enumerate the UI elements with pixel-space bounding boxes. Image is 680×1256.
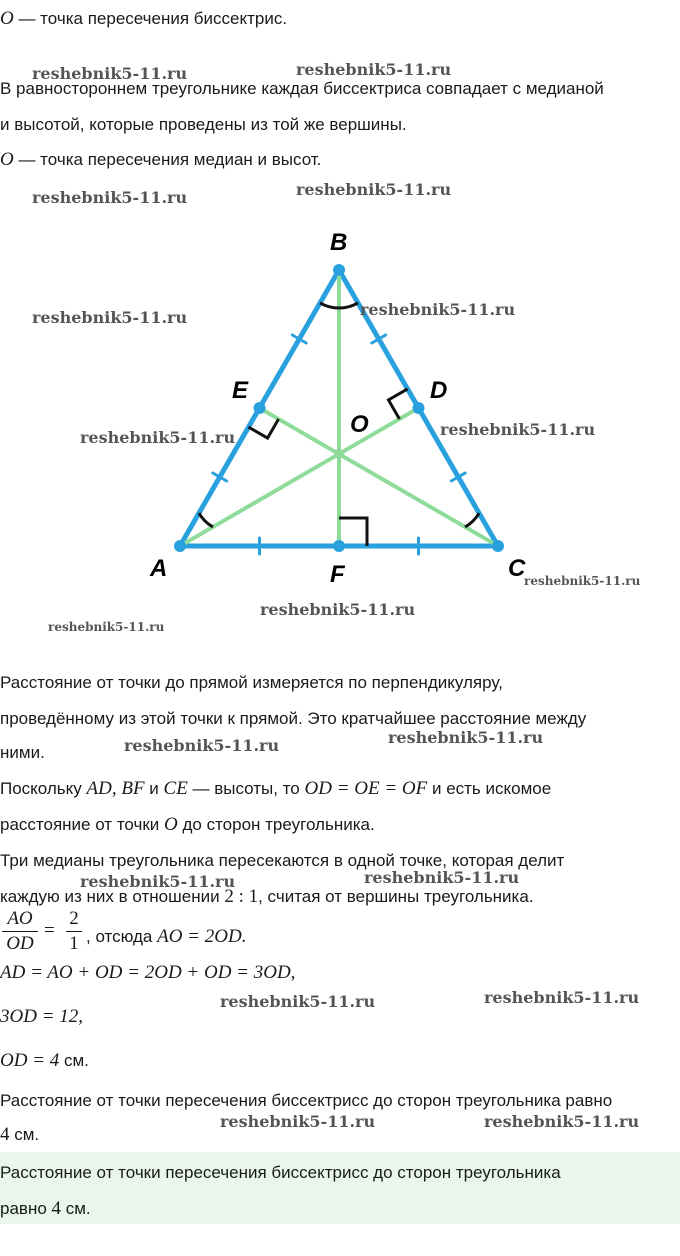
text: расстояние от точки — [0, 815, 165, 834]
arc-a — [199, 513, 213, 527]
watermark: reshebnik5-11.ru — [484, 1112, 640, 1131]
fraction-numerator: AO — [7, 908, 33, 929]
math-o: O — [0, 149, 14, 170]
text-line-9 — [0, 808, 678, 842]
watermark: reshebnik5-11.ru — [48, 620, 165, 634]
watermark: reshebnik5-11.ru — [364, 868, 520, 887]
math-4: 4 — [0, 1124, 10, 1145]
answer-box — [0, 1152, 680, 1224]
point-f — [333, 540, 345, 552]
watermark: reshebnik5-11.ru — [388, 728, 544, 747]
watermark: reshebnik5-11.ru — [220, 1112, 376, 1131]
answer-line-2 — [0, 1192, 678, 1226]
text: до сторон треугольника. — [177, 815, 375, 834]
equation-ad: AD = AO + OD = 2OD + OD = 3OD, — [0, 962, 296, 983]
fraction-denominator: OD — [6, 933, 34, 954]
label-o: O — [350, 411, 369, 438]
fraction-2-1 — [66, 908, 82, 955]
math-4: 4 — [51, 1198, 62, 1219]
text: — высоты, то — [187, 779, 305, 798]
equation-od — [0, 1044, 678, 1078]
watermark: reshebnik5-11.ru — [296, 60, 452, 79]
fraction-numerator: 2 — [69, 908, 79, 929]
text: см. — [59, 1051, 89, 1070]
math-ao-2od: AO = 2OD. — [157, 926, 247, 947]
text: см. — [61, 1199, 91, 1218]
point-b — [333, 264, 345, 276]
text-line-6: проведённому из этой точки к прямой. Это кратчайшее расстояние между — [0, 709, 587, 728]
watermark: reshebnik5-11.ru — [360, 300, 516, 319]
text: равно — [0, 1199, 52, 1218]
text: — точка пересечения биссектрис. — [13, 9, 288, 28]
math-o: O — [0, 8, 14, 29]
watermark: reshebnik5-11.ru — [32, 188, 188, 207]
watermark: reshebnik5-11.ru — [80, 872, 236, 891]
math-ce: CE — [163, 778, 188, 799]
text: — точка пересечения медиан и высот. — [13, 150, 322, 169]
text-line-3: и высотой, которые проведены из той же вершины. — [0, 115, 407, 134]
watermark: reshebnik5-11.ru — [260, 600, 416, 619]
watermark: reshebnik5-11.ru — [440, 420, 596, 439]
label-b: B — [330, 229, 348, 256]
label-c: C — [508, 555, 526, 582]
point-a — [174, 540, 186, 552]
point-e — [254, 402, 266, 414]
text: каждую из них в отношении — [0, 887, 225, 906]
text-line-2: В равностороннем треугольнике каждая биссектриса совпадает с медианой — [0, 79, 604, 98]
watermark: reshebnik5-11.ru — [124, 736, 280, 755]
fraction-denominator: 1 — [69, 933, 79, 954]
watermark: reshebnik5-11.ru — [524, 574, 641, 588]
text-line-8 — [0, 772, 678, 806]
math-od-4: OD = 4 — [0, 1050, 60, 1071]
watermark: reshebnik5-11.ru — [484, 988, 640, 1007]
text-line-5: Расстояние от точки до прямой измеряется по перпендикуляру, — [0, 673, 503, 692]
answer-line-1: Расстояние от точки пересечения биссектрисс до сторон треугольника — [0, 1163, 561, 1182]
text: , отсюда — [86, 927, 158, 946]
text: , считая от вершины треугольника. — [258, 887, 534, 906]
watermark: reshebnik5-11.ru — [32, 64, 188, 83]
fraction-ao-od — [2, 908, 38, 955]
text-line-16: Расстояние от точки пересечения биссектрисс до сторон треугольника равно — [0, 1091, 613, 1110]
point-o — [334, 449, 344, 459]
equation-3od: 3OD = 12, — [0, 1006, 84, 1027]
label-e: E — [232, 377, 249, 404]
point-d — [413, 402, 425, 414]
watermark: reshebnik5-11.ru — [296, 180, 452, 199]
math-o: O — [164, 814, 178, 835]
label-f: F — [330, 561, 345, 588]
math-od-oe-of: OD = OE = OF — [304, 778, 428, 799]
math-ratio: 2 : 1 — [224, 886, 259, 907]
text-line-12 — [86, 920, 676, 954]
text: Поскольку — [0, 779, 87, 798]
watermark: reshebnik5-11.ru — [220, 992, 376, 1011]
label-a: A — [150, 555, 168, 582]
fraction-bar — [66, 931, 82, 932]
equals-sign: = — [44, 920, 55, 941]
text: и есть искомое — [427, 779, 552, 798]
watermark: reshebnik5-11.ru — [80, 428, 236, 447]
math-ad-bf: AD, BF — [86, 778, 145, 799]
text-line-7: ними. — [0, 743, 45, 762]
watermark: reshebnik5-11.ru — [32, 308, 188, 327]
point-c — [492, 540, 504, 552]
text-line-10: Три медианы треугольника пересекаются в одной точке, которая делит — [0, 851, 565, 870]
fraction-bar — [2, 931, 38, 932]
text-line-1 — [0, 2, 678, 36]
arc-c — [465, 513, 479, 527]
text: и — [144, 779, 164, 798]
text: см. — [9, 1125, 40, 1144]
label-d: D — [430, 377, 448, 404]
text-line-4 — [0, 143, 678, 177]
